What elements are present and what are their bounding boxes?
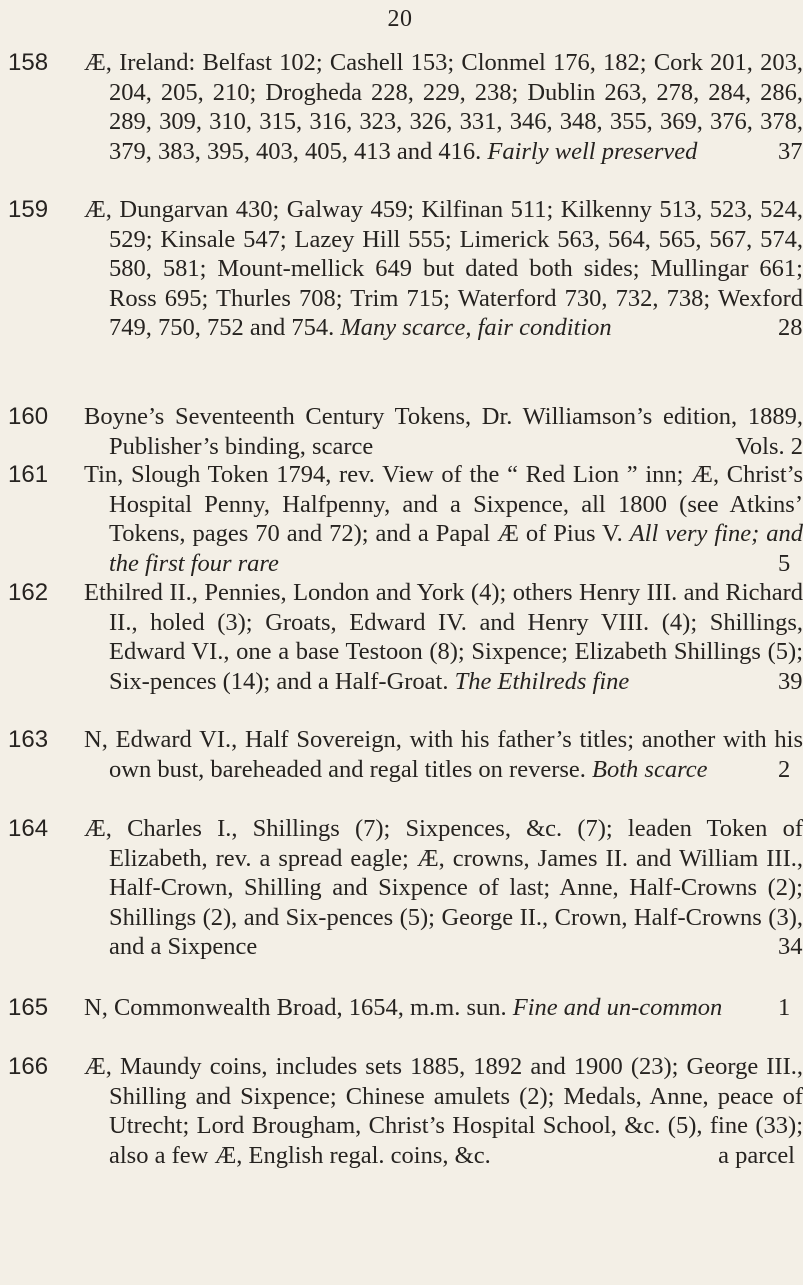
lot-number: 160 bbox=[8, 403, 49, 430]
lot-description bbox=[84, 725, 803, 784]
lot-quantity: 39 bbox=[778, 667, 803, 695]
lot-description bbox=[84, 814, 803, 962]
lot-description bbox=[84, 460, 803, 578]
lot-description bbox=[84, 993, 803, 1023]
lot-text: Æ, Ireland: Belfast 102; Cashell 153; Clonmel 176, 182; Cork 201, 203, 204, 205, 210; Drogheda 228, 229, 238; Dublin 263, 278, 284, 286, 289, 309, 310, 315, 316, 323, 326, 331, 346, 348, 355, 369, 376, 378, 379, 383, 395, 403, 405, 413 and 416. bbox=[84, 49, 803, 165]
lot-quantity: a parcel bbox=[718, 1141, 795, 1169]
lot-quantity: 34 bbox=[778, 933, 803, 960]
lot-number: 164 bbox=[8, 815, 49, 842]
lot-condition-note: Fine and un-common bbox=[512, 994, 723, 1021]
lot-quantity: 37 bbox=[778, 137, 803, 165]
lot-quantity: 28 bbox=[778, 314, 803, 341]
lot-number: 158 bbox=[8, 49, 49, 76]
page-number: 20 bbox=[387, 6, 413, 32]
lot-number: 161 bbox=[8, 461, 49, 488]
lot-quantity: Vols. 2 bbox=[735, 432, 803, 460]
lot-text: N, Commonwealth Broad, 1654, m.m. sun. bbox=[84, 994, 507, 1021]
lot-number: 165 bbox=[8, 994, 49, 1021]
lot-number: 166 bbox=[8, 1053, 49, 1080]
lot-text: Ethilred II., Pennies, London and York (4); others Henry III. and Richard II., holed (3); Groats, Edward IV. and Henry VIII. (4); Shillings, Edward VI., one a base Testoon (8); Sixpence; Elizabeth Shillings (5); Six-pences (14); and a Half-Groat. bbox=[84, 579, 803, 695]
lot-quantity: 1 bbox=[778, 994, 791, 1021]
lot-condition-note: All very fine; and the first four rare bbox=[109, 520, 803, 577]
lot-number: 163 bbox=[8, 726, 49, 753]
lot-condition-note: Many scarce, fair condition bbox=[340, 314, 612, 341]
lot-description bbox=[84, 578, 803, 696]
lot-description bbox=[84, 1052, 803, 1170]
lot-description bbox=[84, 48, 803, 166]
lot-description bbox=[84, 195, 803, 343]
lot-text: Boyne’s Seventeenth Century Tokens, Dr. Williamson’s edition, 1889, Publisher’s binding, scarce bbox=[84, 403, 803, 460]
lot-text: Æ, Dungarvan 430; Galway 459; Kilfinan 511; Kilkenny 513, 523, 524, 529; Kinsale 547; Lazey Hill 555; Limerick 563, 564, 565, 567, 574, 580, 581; Mount-mellick 649 but dated both sides; Mullingar 661; Ross 695; Thurles 708; Trim 715; Waterford 730, 732, 738; Wexford 749, 750, 752 and 754. bbox=[84, 196, 803, 341]
lot-text: N, Edward VI., Half Sovereign, with his father’s titles; another with his own bust, bareheaded and regal titles on reverse. bbox=[84, 726, 803, 783]
lot-condition-note: Fairly well preserved bbox=[487, 137, 698, 165]
lot-number: 162 bbox=[8, 579, 49, 606]
lot-condition-note: The Ethilreds fine bbox=[454, 667, 630, 695]
lot-text: Tin, Slough Token 1794, rev. View of the “ Red Lion ” inn; Æ, Christ’s Hospital Penny, Halfpenny, and a Sixpence, all 1800 (see Atkins’ Tokens, pages 70 and 72); and a Papal Æ of Pius V. bbox=[84, 461, 803, 547]
lot-quantity: 2 bbox=[778, 755, 791, 783]
lot-text: Æ, Charles I., Shillings (7); Sixpences, &c. (7); leaden Token of Elizabeth, rev. a spread eagle; Æ, crowns, James II. and William III., Half-Crown, Shilling and Sixpence of last; Anne, Half-Crowns (2); Shillings (2), and Six-pences (5); George II., Crown, Half-Crowns (3), and a Sixpence bbox=[84, 815, 803, 960]
lot-text: Æ, Maundy coins, includes sets 1885, 1892 and 1900 (23); George III., Shilling and Sixpence; Chinese amulets (2); Medals, Anne, peace of Utrecht; Lord Brougham, Christ’s Hospital School, &c. (5), fine (33); also a few Æ, English regal. coins, &c. bbox=[84, 1053, 803, 1169]
lot-number: 159 bbox=[8, 196, 49, 223]
lot-description bbox=[84, 402, 803, 461]
lot-condition-note: Both scarce bbox=[592, 755, 708, 783]
lot-quantity: 5 bbox=[778, 549, 791, 577]
